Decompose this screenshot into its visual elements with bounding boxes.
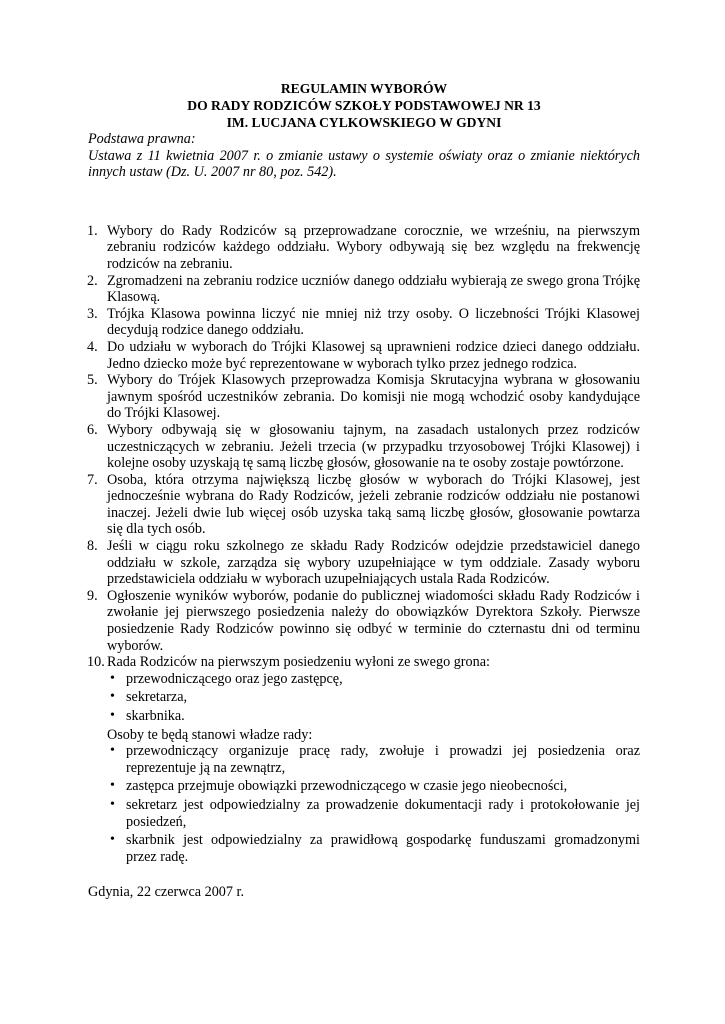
rule-item-6 <box>88 422 640 472</box>
rule-number: 8. <box>87 538 98 555</box>
duty-text: sekretarz jest odpowiedzialny za prowadzenie dokumentacji rady i protokołowanie jej posiedzeń, <box>126 796 640 830</box>
roles-list <box>107 671 640 725</box>
duty-item <box>107 778 640 795</box>
rule-number: 7. <box>87 471 98 488</box>
legal-basis-label: Podstawa prawna: <box>88 131 196 147</box>
rule-number: 4. <box>87 338 98 355</box>
rule-text: Wybory do Trójek Klasowych przeprowadza Komisja Skrutacyjna wybrana w głosowaniu jawnym spośród uczestników zebrania. Do komisji nie mogą wchodzić osoby kandydujące do Trójki Klasowej. <box>107 372 640 422</box>
rule-item-9 <box>88 588 640 654</box>
rule-item-2 <box>88 273 640 306</box>
rule-number: 1. <box>87 222 98 239</box>
duty-item <box>107 797 640 830</box>
bullet-icon: • <box>110 670 115 686</box>
title-line-3: IM. LUCJANA CYLKOWSKIEGO W GDYNI <box>226 115 502 130</box>
duties-list <box>107 743 640 865</box>
rule-item-7 <box>88 472 640 538</box>
rule-number: 10. <box>87 654 105 671</box>
rule-item-3 <box>88 306 640 339</box>
role-text: skarbnika. <box>126 708 185 724</box>
rule-text: Osoba, która otrzyma największą liczbę głosów w wyborach do Trójki Klasowej, jest jednocześnie wybrana do Rady Rodziców, jeżeli zebranie rodziców oddziału nie postanowi inaczej. Jeżeli dwie lub więcej osób uzyska taką samą liczbę głosów, głosowanie powtarza się dla tych osób. <box>107 471 640 538</box>
document-title <box>88 80 640 131</box>
duty-item <box>107 743 640 776</box>
rule-text: Ogłoszenie wyników wyborów, podanie do publicznej wiadomości składu Rady Rodziców i zwołanie jej pierwszego posiedzenia należy do obowiązków Dyrektora Szkoły. Pierwsze posiedzenie Rady Rodziców powinno się odbyć w terminie do czternastu dni od terminu wyborów. <box>107 587 640 654</box>
rule-text: Trójka Klasowa powinna liczyć nie mniej niż trzy osoby. O liczebności Trójki Klasowej decydują rodzice danego oddziału. <box>107 305 640 339</box>
title-line-2: DO RADY RODZICÓW SZKOŁY PODSTAWOWEJ NR 13 <box>187 98 541 113</box>
title-line-1: REGULAMIN WYBORÓW <box>280 81 448 96</box>
rule-number: 6. <box>87 421 98 438</box>
rule-item-5 <box>88 372 640 422</box>
role-item <box>107 689 640 706</box>
duty-text: przewodniczący organizuje pracę rady, zwołuje i prowadzi jej posiedzenia oraz reprezentuje ją na zewnątrz, <box>126 743 640 776</box>
role-item <box>107 708 640 725</box>
duty-item <box>107 832 640 865</box>
rule-item-4 <box>88 339 640 372</box>
rule-10-intro: Rada Rodziców na pierwszym posiedzeniu wyłoni ze swego grona: <box>107 654 490 671</box>
rule-number: 9. <box>87 587 98 604</box>
role-text: sekretarza, <box>126 689 188 706</box>
role-item <box>107 671 640 688</box>
legal-basis <box>88 131 640 181</box>
bullet-icon: • <box>110 743 115 759</box>
document-content <box>88 80 640 901</box>
rule-text: Jeśli w ciągu roku szkolnego ze składu Rady Rodziców odejdzie przedstawiciel danego oddziału w szkole, zarządza się wybory uzupełniające w tym oddziale. Zasady wyboru przedstawiciela oddziału w wyborach uzupełniających ustala Rada Rodziców. <box>107 538 640 588</box>
rule-text: Zgromadzeni na zebraniu rodzice uczniów danego oddziału wybierają ze swego grona Trójkę Klasową. <box>107 272 640 306</box>
bullet-icon: • <box>110 708 115 723</box>
rule-number: 3. <box>87 305 98 322</box>
rule-item-1 <box>88 223 640 273</box>
rule-text: Do udziału w wyborach do Trójki Klasowej są uprawnieni rodzice dzieci danego oddziału. Jedno dziecko może być reprezentowane w wyborach tylko przez jednego rodzica. <box>107 338 640 372</box>
bullet-icon: • <box>110 832 115 848</box>
role-text: przewodniczącego oraz jego zastępcę, <box>126 670 343 687</box>
bullet-icon: • <box>110 778 115 794</box>
duty-text: zastępca przejmuje obowiązki przewodniczącego w czasie jego nieobecności, <box>126 778 568 795</box>
bullet-icon: • <box>110 689 115 705</box>
rule-text: Wybory odbywają się w głosowaniu tajnym, na zasadach ustalonych przez rodziców uczestniczących w zebraniu. Jeżeli trzecia (w przypadku trzyosobowej Trójki Klasowej) i kolejne osoby uzyskają tę samą liczbę głosów, głosowanie na te osoby zostaje powtórzone. <box>107 421 640 472</box>
date-place: Gdynia, 22 czerwca 2007 r. <box>88 884 245 901</box>
rule-number: 5. <box>87 372 98 389</box>
duties-intro: Osoby te będą stanowi władze rady: <box>107 726 313 743</box>
duty-text: skarbnik jest odpowiedzialny za prawidłową gospodarkę funduszami gromadzonymi przez radę. <box>126 832 640 865</box>
legal-basis-text: Ustawa z 11 kwietnia 2007 r. o zmianie ustawy o systemie oświaty oraz o zmianie niektórych innych ustaw (Dz. U. 2007 nr 80, poz. 542). <box>88 147 640 181</box>
rule-number: 2. <box>87 272 98 289</box>
rules-list <box>88 223 640 866</box>
rule-item-10 <box>88 654 640 865</box>
rule-item-8 <box>88 538 640 588</box>
rule-text: Wybory do Rady Rodziców są przeprowadzane corocznie, we wrześniu, na pierwszym zebraniu rodziców każdego oddziału. Wybory odbywają się bez względu na frekwencję rodziców na zebraniu. <box>107 222 640 272</box>
bullet-icon: • <box>110 796 115 812</box>
